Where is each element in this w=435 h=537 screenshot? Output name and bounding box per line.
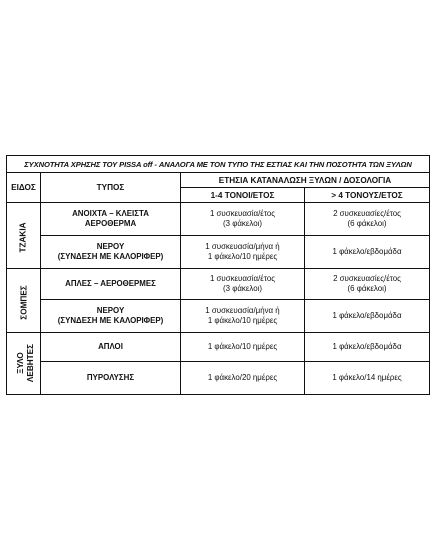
type-cell	[41, 236, 181, 269]
small-consumption-cell	[181, 269, 305, 300]
table-row	[7, 333, 430, 362]
category-label-line: ΞΥΛΟ	[16, 351, 26, 374]
type-line: ΠΥΡΟΛΥΣΗΣ	[86, 373, 135, 382]
table-row	[7, 269, 430, 300]
value-line: 1 συσκευασία/μήνα ή	[205, 242, 280, 251]
table-row	[7, 362, 430, 395]
type-cell	[41, 362, 181, 395]
small-consumption-cell	[181, 362, 305, 395]
value-line: 1 φάκελο/εβδομάδα	[332, 342, 402, 351]
type-line: ΝΕΡΟΥ	[96, 242, 125, 251]
type-cell	[41, 203, 181, 236]
category-label: ΤΖΑΚΙΑ	[18, 221, 28, 253]
header-large-consumption: > 4 ΤΟΝΟΥΣ/ΕΤΟΣ	[305, 188, 430, 203]
large-consumption-cell	[305, 269, 430, 300]
category-fireplaces	[7, 203, 41, 269]
value-line: 1 φάκελο/εβδομάδα	[332, 311, 402, 320]
category-label: ΣΟΜΠΕΣ	[19, 284, 29, 320]
value-line: (6 φάκελοι)	[347, 219, 387, 228]
table-title: ΣΥΧΝΟΤΗΤΑ ΧΡΗΣΗΣ ΤΟΥ PISSA off - ΑΝΑΛΟΓΑ ΜΕ ΤΟΝ ΤΥΠΟ ΤΗΣ ΕΣΤΙΑΣ ΚΑΙ ΤΗΝ ΠΟΣΟΤΗΤΑ ΤΩΝ ΞΥΛΩΝ	[7, 156, 430, 173]
value-line: 1 φάκελο/14 ημέρες	[332, 373, 402, 382]
small-consumption-cell	[181, 333, 305, 362]
category-label	[16, 343, 36, 381]
table-row	[7, 203, 430, 236]
type-line: ΑΠΛΟΙ	[98, 342, 123, 351]
category-stoves	[7, 269, 41, 333]
type-line: ΑΝΟΙΧΤΑ – ΚΛΕΙΣΤΑ	[72, 209, 149, 218]
type-cell	[41, 333, 181, 362]
category-wood-boilers	[7, 333, 41, 395]
header-kind: ΕΙΔΟΣ	[7, 173, 41, 203]
type-line: ΑΠΛΕΣ – ΑΕΡΟΘΕΡΜΕΣ	[65, 279, 156, 288]
large-consumption-cell	[305, 203, 430, 236]
value-line: 2 συσκευασίες/έτος	[333, 274, 401, 283]
type-cell	[41, 269, 181, 300]
small-consumption-cell	[181, 203, 305, 236]
value-line: 1 συσκευασία/μήνα ή	[205, 306, 280, 315]
value-line: (6 φάκελοι)	[347, 284, 387, 293]
value-line: 1 φάκελο/10 ημέρες	[207, 252, 278, 261]
table-row	[7, 300, 430, 333]
type-line: (ΣΥΝΔΕΣΗ ΜΕ ΚΑΛΟΡΙΦΕΡ)	[57, 252, 164, 261]
value-line: 1 φάκελο/10 ημέρες	[207, 316, 278, 325]
type-line: ΝΕΡΟΥ	[96, 306, 125, 315]
large-consumption-cell	[305, 333, 430, 362]
large-consumption-cell	[305, 236, 430, 269]
large-consumption-cell	[305, 362, 430, 395]
header-small-consumption: 1-4 ΤΟΝΟΙ/ΕΤΟΣ	[181, 188, 305, 203]
table-row	[7, 236, 430, 269]
type-cell	[41, 300, 181, 333]
large-consumption-cell	[305, 300, 430, 333]
small-consumption-cell	[181, 300, 305, 333]
header-consumption: ΕΤΗΣΙΑ ΚΑΤΑΝΑΛΩΣΗ ΞΥΛΩΝ / ΔΟΣΟΛΟΓΙΑ	[181, 173, 430, 188]
category-label-line: ΛΕΒΗΤΕΣ	[26, 343, 36, 382]
value-line: (3 φάκελοι)	[223, 284, 262, 293]
dosage-table	[6, 155, 430, 395]
small-consumption-cell	[181, 236, 305, 269]
value-line: 1 φάκελο/εβδομάδα	[332, 247, 402, 256]
header-type: ΤΥΠΟΣ	[41, 173, 181, 203]
type-line: (ΣΥΝΔΕΣΗ ΜΕ ΚΑΛΟΡΙΦΕΡ)	[57, 316, 164, 325]
value-line: 1 συσκευασία/έτος	[209, 209, 276, 218]
value-line: 1 συσκευασία/έτος	[209, 274, 276, 283]
value-line: 2 συσκευασίες/έτος	[333, 209, 401, 218]
value-line: 1 φάκελο/20 ημέρες	[207, 373, 278, 382]
value-line: 1 φάκελο/10 ημέρες	[207, 342, 278, 351]
type-line: ΑΕΡΟΘΕΡΜΑ	[84, 219, 137, 228]
value-line: (3 φάκελοι)	[223, 219, 262, 228]
